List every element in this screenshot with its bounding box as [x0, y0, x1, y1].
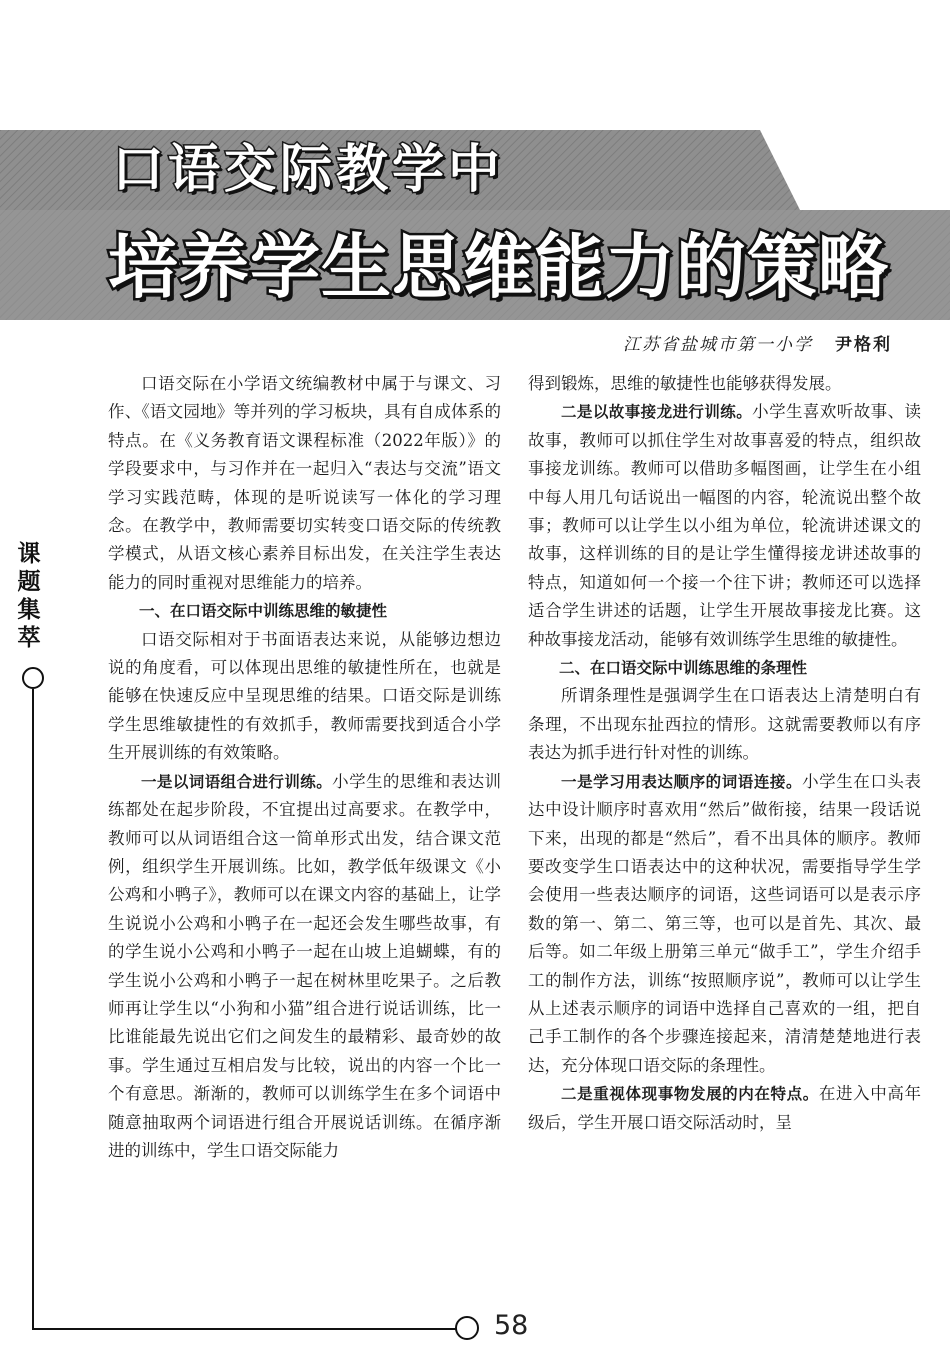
page-number: 58: [494, 1310, 529, 1341]
section-label-char: 题: [17, 569, 41, 595]
author-name: 尹格利: [835, 335, 892, 355]
paragraph: 所谓条理性是强调学生在口语表达上清楚明白有条理，不出现东扯西拉的情形。这就需要教师以有序表达为抓手进行针对性的训练。: [528, 686, 921, 763]
paragraph-lead: 二是重视体现事物发展的内在特点。: [561, 1085, 819, 1104]
side-vertical-rule: [32, 689, 34, 1330]
paragraph-lead: 一是学习用表达顺序的词语连接。: [561, 772, 803, 791]
right-column: [528, 370, 921, 1137]
paragraph: 口语交际相对于书面语表达来说，从能够边想边说的角度看，可以体现出思维的敏捷性所在，也就是能够在快速反应中呈现思维的结果。口语交际是训练学生思维敏捷性的有效抓手，教师需要找到适合小学生开展训练的有效策略。: [108, 629, 501, 763]
paragraph-body: 在进入中高年级后，学生开展口语交际活动时，呈: [528, 1084, 921, 1132]
author-school: 江苏省盐城市第一小学: [623, 335, 813, 355]
section-label-char: 萃: [17, 625, 41, 651]
bottom-circle-ornament: [455, 1316, 479, 1340]
paragraph-lead: 一是以词语组合进行训练。: [141, 772, 333, 791]
paragraph: [528, 768, 921, 1080]
section-label-char: 课: [17, 541, 41, 567]
byline: [623, 330, 892, 355]
section-heading: 一、在口语交际中训练思维的敏捷性: [139, 602, 388, 621]
bottom-horizontal-rule: [32, 1328, 456, 1330]
title-line-1: 口语交际教学中: [112, 140, 505, 200]
paragraph-body: 小学生的思维和表达训练都处在起步阶段，不宜提出过高要求。在教学中，教师可以从词语组合这一简单形式出发，结合课文范例，组织学生开展训练。比如，教学低年级课文《小公鸡和小鸭子》，教师可以在课文内容的基础上，让学生说说小公鸡和小鸭子在一起还会发生哪些故事，有的学生说小公鸡和小鸭子一起在山坡上追蝴蝶，有的学生说小公鸡和小鸭子一起在树林里吃果子。之后教师再让学生以“小狗和小猫”组合进行说话训练，比一比谁能最先说出它们之间发生的最精彩、最奇妙的故事。学生通过互相启发与比较，说出的内容一个比一个有意思。渐渐的，教师可以训练学生在多个词语中随意抽取两个词语进行组合开展说话训练。在循序渐进的训练中，学生口语交际能力: [108, 771, 501, 1160]
paragraph: 得到锻炼，思维的敏捷性也能够获得发展。: [528, 374, 842, 393]
section-heading: 二、在口语交际中训练思维的条理性: [559, 659, 808, 678]
paragraph-body: 小学生喜欢听故事、读故事，教师可以抓住学生对故事喜爱的特点，组织故事接龙训练。教师可以借助多幅图画，让学生在小组中每人用几句话说出一幅图的内容，轮流说出整个故事；教师可以让学生以小组为单位，轮流讲述课文的故事，这样训练的目的是让学生懂得接龙讲述故事的特点，知道如何一个接一个往下讲；教师还可以选择适合学生讲述的话题，让学生开展故事接龙比赛。这种故事接龙活动，能够有效训练学生思维的敏捷性。: [528, 402, 921, 649]
paragraph: 口语交际在小学语文统编教材中属于与课文、习作、《语文园地》等并列的学习板块，具有自成体系的特点。在《义务教育语文课程标准（2022年版）》的学段要求中，与习作并在一起归入“表达与交流”语文学习实践范畴，体现的是听说读写一体化的学习理念。在教学中，教师需要切实转变口语交际的传统教学模式，从语文核心素养目标出发，在关注学生表达能力的同时重视对思维能力的培养。: [108, 374, 501, 592]
section-label-char: 集: [17, 597, 41, 623]
paragraph: [528, 398, 921, 654]
paragraph: [528, 1080, 921, 1137]
paragraph-lead: 二是以故事接龙进行训练。: [561, 403, 753, 422]
title-line-2: 培养学生思维能力的策略: [108, 226, 889, 308]
section-label: [14, 540, 44, 652]
side-circle-ornament: [22, 667, 44, 689]
left-column: [108, 370, 501, 1165]
paragraph: [108, 768, 501, 1166]
paragraph-body: 小学生在口头表达中设计顺序时喜欢用“然后”做衔接，结果一段话说下来，出现的都是“然后”，看不出具体的顺序。教师要改变学生口语表达中的这种状况，需要指导学生学会使用一些表达顺序的词语，这些词语可以是表示序数的第一、第二、第三等，也可以是首先、其次、最后等。如二年级上册第三单元“做手工”，学生介绍手工的制作方法，训练“按照顺序说”，教师可以让学生从上述表示顺序的词语中选择自己喜欢的一组，把自己手工制作的各个步骤连接起来，清清楚楚地进行表达，充分体现口语交际的条理性。: [528, 771, 921, 1075]
